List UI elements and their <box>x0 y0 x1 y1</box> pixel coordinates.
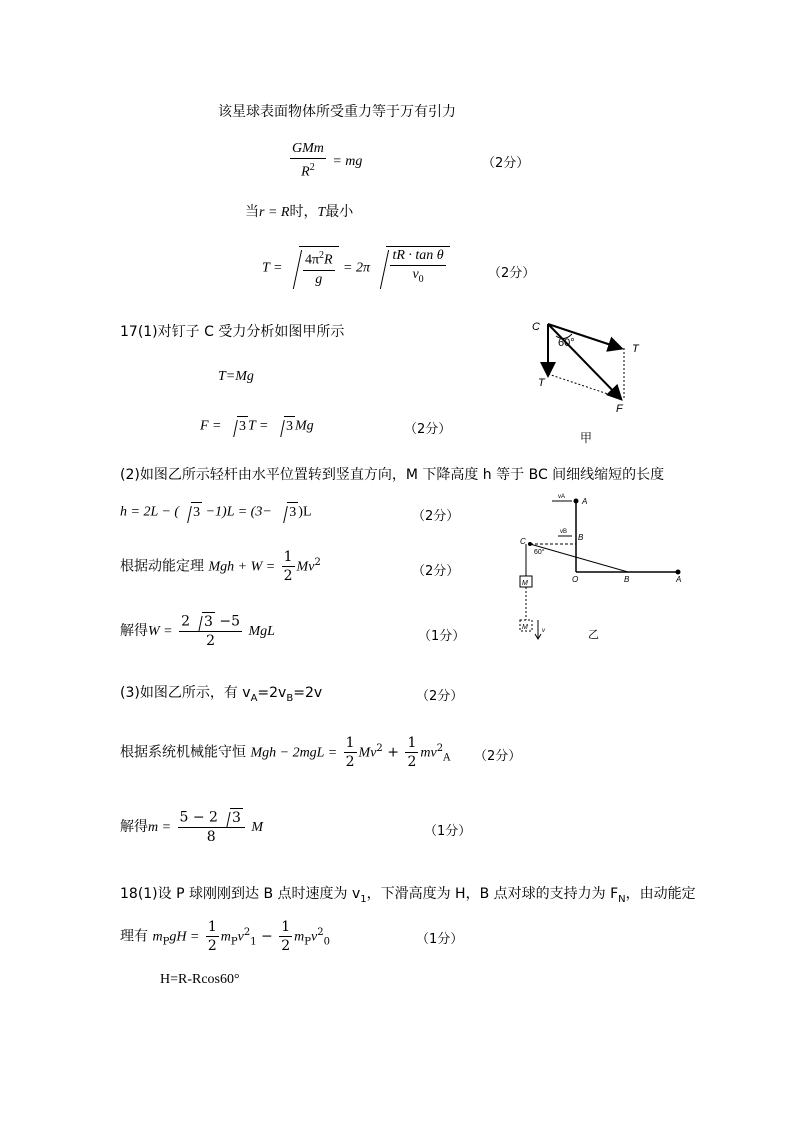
minimum-condition-text: 当r = R时，T最小 <box>245 204 354 220</box>
score-label: （2分） <box>412 564 460 579</box>
score-label: （2分） <box>488 266 536 281</box>
q18-part1-text: 18(1)设 P 球刚刚到达 B 点时速度为 $v_1$，下滑高度为 H，B 点对球的支持力为 $F_N$，由动能定 <box>120 886 696 905</box>
label-t-left: T <box>538 377 545 389</box>
label-c: C <box>532 321 540 333</box>
label-a-top: A <box>582 497 588 506</box>
equation-h: h = 2L − ( 3 −1)L = (3− 3 )L <box>120 502 312 523</box>
score-label: （1分） <box>416 932 464 947</box>
fraction-gmm-r2: $\frac{\text{GMm}}{R^2}$ <box>292 141 324 180</box>
score-label: （2分） <box>416 689 464 704</box>
figure-caption-yi: 乙 <box>588 629 599 641</box>
label-v: v <box>542 628 545 634</box>
label-c: C <box>520 537 526 546</box>
energy-conservation: 根据系统机械能守恒 Mgh − 2mgL = $\frac{1}{2}$ $Mv^2$ + $\frac{1}{2}$ $mv^2_A$ <box>120 735 451 770</box>
rod-diagram-yi <box>510 492 700 642</box>
equation-t-mg: T=Mg <box>218 369 254 384</box>
work-energy-theorem: 理有 $m_PgH$ = $\frac{1}{2}$ $m_Pv^2_1$ − $\frac{1}{2}$ $m_Pv^2_0$ <box>120 919 330 954</box>
label-b: B <box>624 575 630 584</box>
label-t-right: T <box>632 343 639 355</box>
height-equation: H=R-Rcos60° <box>160 972 240 987</box>
score-label: （2分） <box>474 749 522 764</box>
svg-text:M: M <box>522 624 528 631</box>
force-diagram-jia <box>520 312 660 447</box>
label-60deg: 60° <box>558 337 575 349</box>
sqrt-trtan-v0: $\frac{\text{tR · tan θ}}{v_0}$ <box>374 246 449 289</box>
label-b-top: B <box>578 533 584 542</box>
label-60deg: 60° <box>534 549 545 556</box>
label-f: F <box>616 403 623 415</box>
label-o: O <box>572 575 579 584</box>
gravity-intro-text: 该星球表面物体所受重力等于万有引力 <box>218 104 456 120</box>
solve-m: 解得m = $\frac{5 - 2 3}{8}$ M <box>120 809 264 845</box>
label-va: vA <box>558 494 566 500</box>
equation-period: T = $\frac{4\pi^2R}{g}$ = 2π $\frac{\text{tR · tan θ}}{v_0}$ <box>262 246 450 289</box>
sqrt-4pi2r-g: $\frac{4\pi^2R}{g}$ <box>287 246 339 289</box>
kinetic-energy-theorem: 根据动能定理 Mgh + W = $\frac{1}{2}$ Mv$^2$ <box>120 549 321 584</box>
score-label: （1分） <box>418 629 466 644</box>
figure-caption-jia: 甲 <box>580 431 593 445</box>
solve-w: 解得W = $\frac{2 3 -5}{2}$ MgL <box>120 613 275 649</box>
svg-text:M: M <box>522 580 528 587</box>
score-label: （1分） <box>424 824 472 839</box>
equation-gravity: $\frac{\text{GMm}}{R^2}$ = mg <box>292 141 363 180</box>
q17-part1-text: 17(1)对钉子 C 受力分析如图甲所示 <box>120 324 345 340</box>
score-label: （2分） <box>412 509 460 524</box>
label-a: A <box>676 575 682 584</box>
q17-part2-text: (2)如图乙所示轻杆由水平位置转到竖直方向，M 下降高度 h 等于 BC 间细线缩短的长度 <box>120 467 665 483</box>
equation-f: F = 3 T = 3 Mg <box>200 416 314 437</box>
q17-part3-text: (3)如图乙所示，有 $v_A=2v_B=2v$ <box>120 685 323 704</box>
score-label: （2分） <box>404 422 452 437</box>
score-label: （2分） <box>482 156 530 171</box>
label-vb: vB <box>560 529 568 535</box>
